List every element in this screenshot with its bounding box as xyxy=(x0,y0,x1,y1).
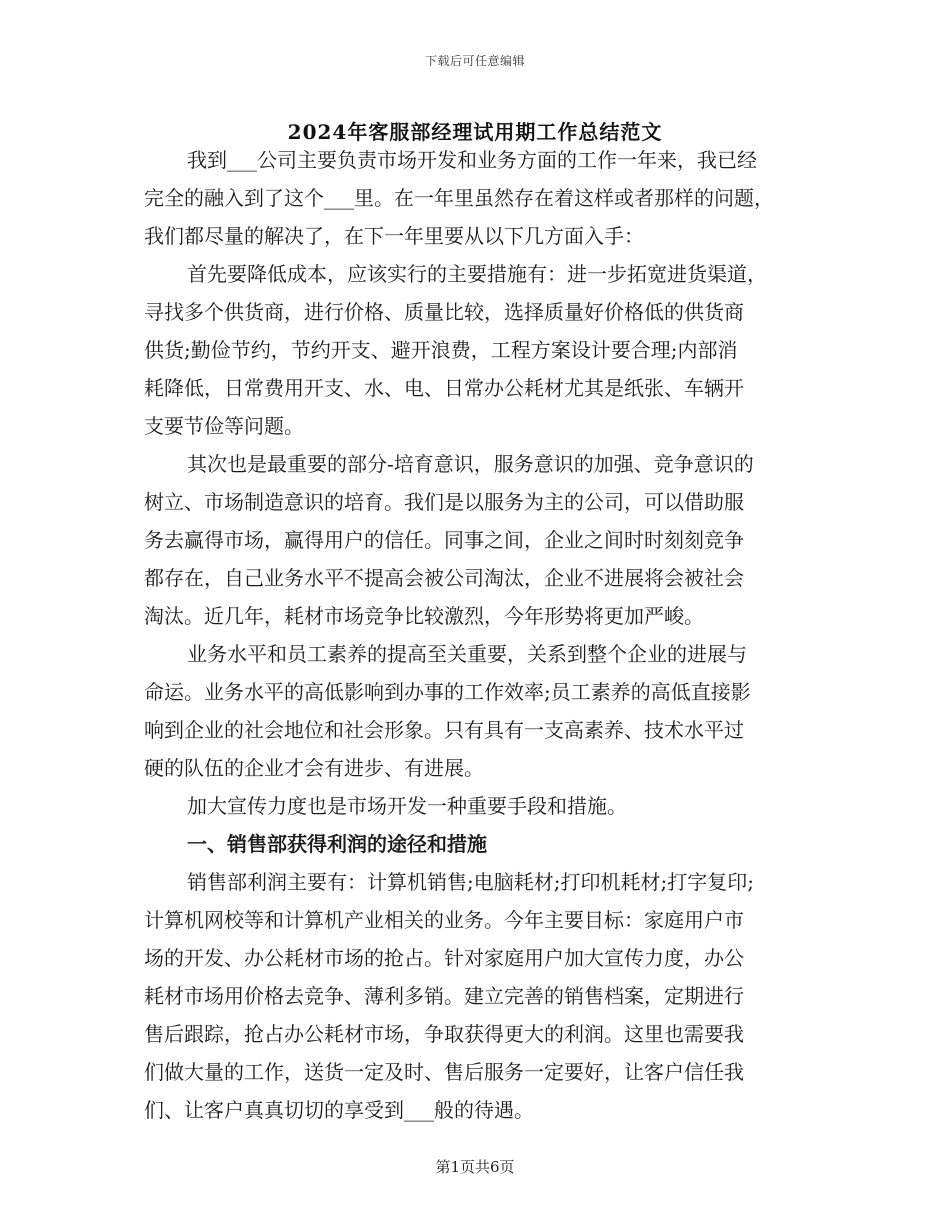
paragraph-6-line-1: 销售部利润主要有：计算机销售;电脑耗材;打印机耗材;打字复印; xyxy=(187,870,754,894)
paragraph-1-line-1: 我到___公司主要负责市场开发和业务方面的工作一年来，我已经 xyxy=(187,148,757,172)
section-heading-1: 一、销售部获得利润的途径和措施 xyxy=(187,832,487,856)
paragraph-1-line-2: 完全的融入到了这个___里。在一年里虽然存在着这样或者那样的问题， xyxy=(144,186,774,210)
paragraph-1-line-3: 我们都尽量的解决了，在下一年里要从以下几方面入手： xyxy=(144,224,644,248)
paragraph-2-line-3: 供货;勤俭节约，节约开支、避开浪费，工程方案设计要合理;内部消 xyxy=(144,338,738,362)
paragraph-2-line-2: 寻找多个供货商，进行价格、质量比较，选择质量好价格低的供货商 xyxy=(144,300,744,324)
paragraph-3-line-4: 都存在，自己业务水平不提高会被公司淘汰，企业不进展将会被社会 xyxy=(144,566,744,590)
page-number-footer: 第1页共6页 xyxy=(435,1158,515,1176)
paragraph-5-line-1: 加大宣传力度也是市场开发一种重要手段和措施。 xyxy=(187,794,627,818)
paragraph-6-line-2: 计算机网校等和计算机产业相关的业务。今年主要目标：家庭用户市 xyxy=(144,908,744,932)
paragraph-3-line-5: 淘汰。近几年，耗材市场竞争比较激烈，今年形势将更加严峻。 xyxy=(144,604,704,628)
paragraph-3-line-3: 务去赢得市场，赢得用户的信任。同事之间，企业之间时时刻刻竞争 xyxy=(144,528,744,552)
paragraph-6-line-6: 们做大量的工作，送货一定及时、售后服务一定要好，让客户信任我 xyxy=(144,1060,744,1084)
paragraph-6-line-7: 们、让客户真真切切的享受到___般的待遇。 xyxy=(144,1098,534,1122)
paragraph-2-line-1: 首先要降低成本，应该实行的主要措施有：进一步拓宽进货渠道， xyxy=(187,262,767,286)
paragraph-4-line-2: 命运。业务水平的高低影响到办事的工作效率;员工素养的高低直接影 xyxy=(144,680,751,704)
paragraph-4-line-3: 响到企业的社会地位和社会形象。只有具有一支高素养、技术水平过 xyxy=(144,718,744,742)
paragraph-3-line-1: 其次也是最重要的部分-培育意识，服务意识的加强、竞争意识的 xyxy=(187,452,754,476)
paragraph-6-line-3: 场的开发、办公耗材市场的抢占。针对家庭用户加大宣传力度，办公 xyxy=(144,946,744,970)
paragraph-4-line-4: 硬的队伍的企业才会有进步、有进展。 xyxy=(144,756,484,780)
paragraph-3-line-2: 树立、市场制造意识的培育。我们是以服务为主的公司，可以借助服 xyxy=(144,490,744,514)
document-title: 2024年客服部经理试用期工作总结范文 xyxy=(287,120,663,144)
paragraph-6-line-4: 耗材市场用价格去竞争、薄利多销。建立完善的销售档案，定期进行 xyxy=(144,984,744,1008)
paragraph-4-line-1: 业务水平和员工素养的提高至关重要，关系到整个企业的进展与 xyxy=(187,642,747,666)
paragraph-2-line-5: 支要节俭等问题。 xyxy=(144,414,304,438)
paragraph-6-line-5: 售后跟踪，抢占办公耗材市场，争取获得更大的利润。这里也需要我 xyxy=(144,1022,744,1046)
paragraph-2-line-4: 耗降低，日常费用开支、水、电、日常办公耗材尤其是纸张、车辆开 xyxy=(144,376,744,400)
header-note: 下载后可任意编辑 xyxy=(424,54,525,68)
